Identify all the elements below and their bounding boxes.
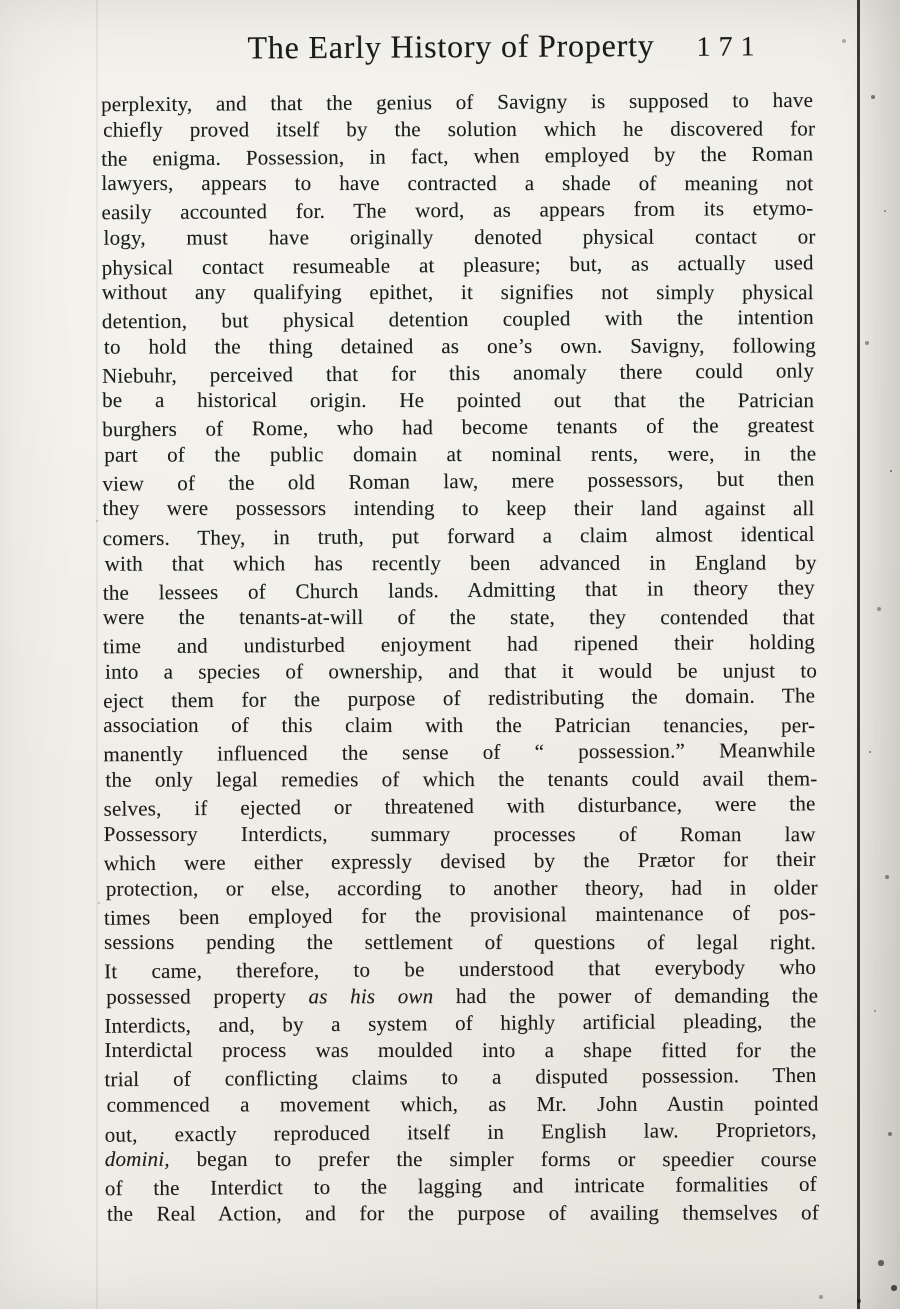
text-line: Interdictal process was moulded into a shape fitted for the xyxy=(104,1038,817,1063)
text-line: selves, if ejected or threatened with disturbance, were the xyxy=(103,791,816,822)
text-line: with that which has recently been advanced in England by xyxy=(104,549,817,576)
text-line: the Real Action, and for the purpose of availing themselves of xyxy=(106,1200,819,1226)
text-line: lawyers, appears to have contracted a shade of meaning not xyxy=(101,171,814,196)
page-number: 171 xyxy=(696,31,763,63)
text-line: chiefly proved itself by the solution which he discovered for xyxy=(103,116,816,142)
text-line: the enigma. Possession, in fact, when employed by the Roman xyxy=(101,141,814,171)
text-line: physical contact resumeable at pleasure; but, as actually used xyxy=(101,249,814,280)
text-line: manently influenced the sense of “ possession.” Meanwhile xyxy=(103,738,816,767)
left-fold-line xyxy=(96,0,98,1309)
text-line: perplexity, and that the genius of Savigny is supposed to have xyxy=(100,87,814,117)
text-line: times been employed for the provisional maintenance of pos- xyxy=(103,900,816,930)
text-line: out, exactly reproduced itself in English law. Proprietors, xyxy=(104,1116,817,1147)
text-line: be a historical origin. He pointed out that the Patrician xyxy=(102,387,815,413)
page-header xyxy=(103,26,861,68)
text-line: to hold the thing detained as one’s own. Savigny, following xyxy=(103,333,816,359)
body-text xyxy=(101,88,817,1228)
text-line: without any qualifying epithet, it signifies not simply physical xyxy=(101,279,814,304)
text-line: commenced a movement which, as Mr. John Austin pointed xyxy=(106,1091,819,1118)
text-line: possessed property as his own had the power of demanding the xyxy=(106,983,819,1009)
text-line: burghers of Rome, who had become tenants of the greatest xyxy=(102,412,815,442)
text-line: into a species of ownership, and that it would be unjust to xyxy=(105,658,818,684)
text-line: trial of conflicting claims to a disputed possession. Then xyxy=(104,1063,817,1092)
scan-right-edge-line xyxy=(857,0,860,1309)
text-line: protection, or else, according to another theory, had in older xyxy=(105,875,818,901)
text-line: view of the old Roman law, mere possessors, but then xyxy=(102,466,815,497)
text-line: logy, must have originally denoted physical contact or xyxy=(103,224,816,251)
text-line: the lessees of Church lands. Admitting that in theory they xyxy=(102,574,815,605)
text-line: were the tenants-at-will of the state, they contended that xyxy=(102,604,815,629)
text-line: the only legal remedies of which the tenants could avail them- xyxy=(105,766,818,792)
text-line: It came, therefore, to be understood that everybody who xyxy=(104,954,817,984)
text-line: comers. They, in truth, put forward a claim almost identical xyxy=(102,521,815,550)
text-line: part of the public domain at nominal rents, were, in the xyxy=(104,441,817,467)
text-line: Niebuhr, perceived that for this anomaly there could only xyxy=(101,358,815,388)
text-line: association of this claim with the Patrician tenancies, per- xyxy=(103,713,816,738)
page-title: The Early History of Property xyxy=(247,26,655,66)
text-line: Possessory Interdicts, summary processes of Roman law xyxy=(103,821,816,846)
text-line: easily accounted for. The word, as appears from its etymo- xyxy=(101,196,814,225)
text-line: domini, began to prefer the simpler forms or speedier course xyxy=(104,1146,817,1171)
text-line: of the Interdict to the lagging and intricate formalities of xyxy=(104,1171,817,1200)
text-line: sessions pending the settlement of questions of legal right. xyxy=(103,929,816,955)
scan-right-edge-shading xyxy=(858,0,900,1309)
text-line: eject them for the purpose of redistributing the domain. The xyxy=(103,683,816,713)
text-line: which were either expressly devised by the Prætor for their xyxy=(103,846,816,875)
text-line: Interdicts, and, by a system of highly artificial pleading, the xyxy=(104,1008,817,1038)
scan-noise-speckles xyxy=(0,0,2,2)
text-line: they were possessors intending to keep their land against all xyxy=(102,496,815,521)
text-line: time and undisturbed enjoyment had ripened their holding xyxy=(102,629,816,659)
text-line: detention, but physical detention coupled with the intention xyxy=(101,304,814,333)
